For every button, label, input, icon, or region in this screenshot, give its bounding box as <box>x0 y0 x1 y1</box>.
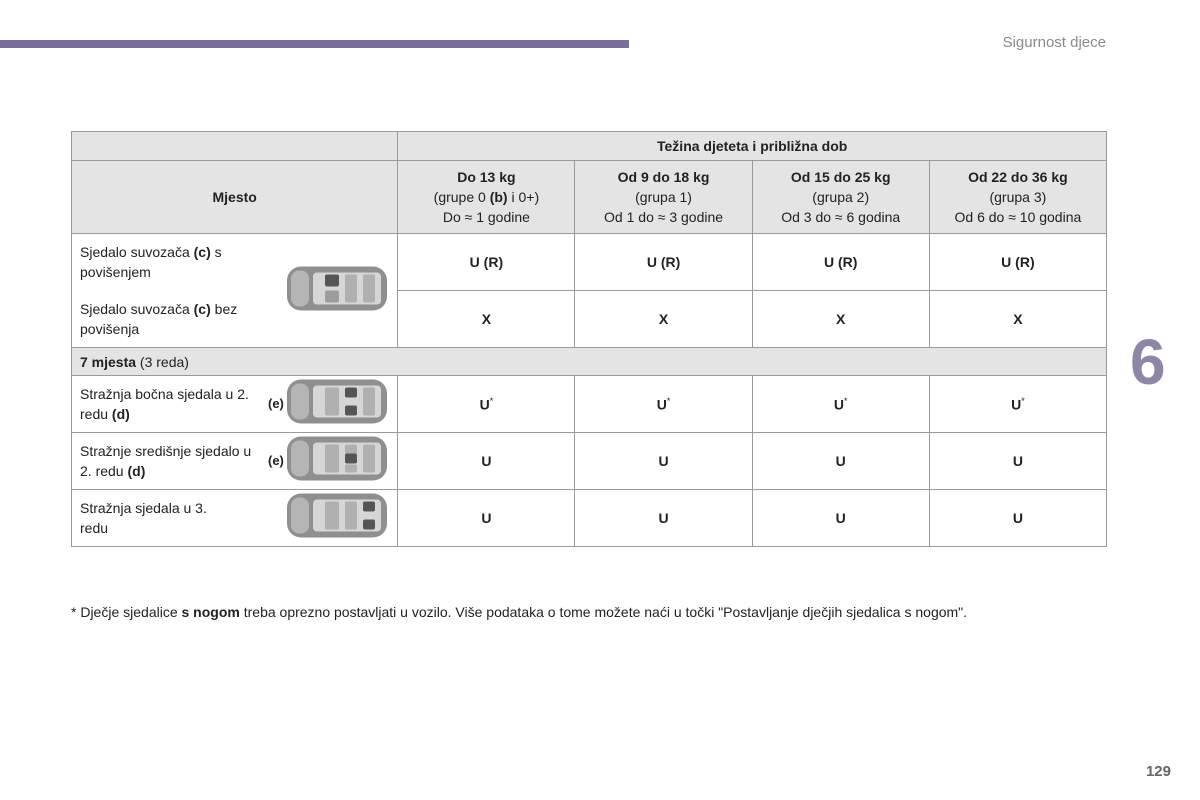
column-header: Do 13 kg (grupe 0 (b) i 0+) Do ≈ 1 godine <box>398 161 575 234</box>
table-cell: U* <box>929 376 1106 433</box>
place-header: Mjesto <box>72 161 398 234</box>
table-cell: U <box>398 433 575 490</box>
table-row <box>72 234 1107 291</box>
car-seat-diagram-icon <box>285 433 391 490</box>
place-cell: Sjedalo suvozača (c) bez povišenja <box>72 291 398 348</box>
place-cell: Sjedalo suvozača (c) s povišenjem <box>72 234 398 291</box>
table-cell: U <box>575 490 752 547</box>
table-row <box>72 376 1107 433</box>
column-header: Od 9 do 18 kg (grupa 1) Od 1 do ≈ 3 godine <box>575 161 752 234</box>
top-accent-bar <box>0 40 629 48</box>
car-seat-diagram-icon <box>285 376 391 433</box>
table-cell: U <box>398 490 575 547</box>
table-row <box>72 490 1107 547</box>
place-cell: Stražnje središnje sjedalo u 2. redu (d) (e) <box>72 433 398 490</box>
table-cell: X <box>398 291 575 348</box>
car-seat-diagram-icon <box>285 490 391 547</box>
table-cell: U (R) <box>575 234 752 291</box>
table-cell: U (R) <box>929 234 1106 291</box>
note-marker: (e) <box>268 396 284 411</box>
table-cell: U* <box>752 376 929 433</box>
table-cell: U <box>929 490 1106 547</box>
column-header: Od 15 do 25 kg (grupa 2) Od 3 do ≈ 6 godina <box>752 161 929 234</box>
table-cell: X <box>929 291 1106 348</box>
table-cell: U (R) <box>398 234 575 291</box>
column-header: Od 22 do 36 kg (grupa 3) Od 6 do ≈ 10 godina <box>929 161 1106 234</box>
table-cell: U (R) <box>752 234 929 291</box>
page-number: 129 <box>1145 763 1171 780</box>
footnote: * Dječje sjedalice s nogom treba oprezno postavljati u vozilo. Više podataka o tome možete naći u točki "Postavljanje dječjih sjedalica s nogom". <box>71 604 968 620</box>
place-cell: Stražnja sjedala u 3. redu <box>72 490 398 547</box>
table-row <box>72 433 1107 490</box>
table-main-header: Težina djeteta i približna dob <box>398 132 1107 161</box>
seat-compatibility-table <box>71 131 1107 547</box>
table-cell: U <box>752 433 929 490</box>
table-cell: U <box>575 433 752 490</box>
section-separator-row: 7 mjesta (3 reda) <box>72 348 1107 376</box>
place-cell: Stražnja bočna sjedala u 2. redu (d) (e) <box>72 376 398 433</box>
table-cell: U <box>929 433 1106 490</box>
table-cell: X <box>575 291 752 348</box>
chapter-number: 6 <box>1130 326 1166 398</box>
section-title: Sigurnost djece <box>1002 34 1106 51</box>
table-cell: U* <box>398 376 575 433</box>
table-cell: X <box>752 291 929 348</box>
note-marker: (e) <box>268 453 284 468</box>
table-cell: U* <box>575 376 752 433</box>
table-cell: U <box>752 490 929 547</box>
table-row <box>72 291 1107 348</box>
